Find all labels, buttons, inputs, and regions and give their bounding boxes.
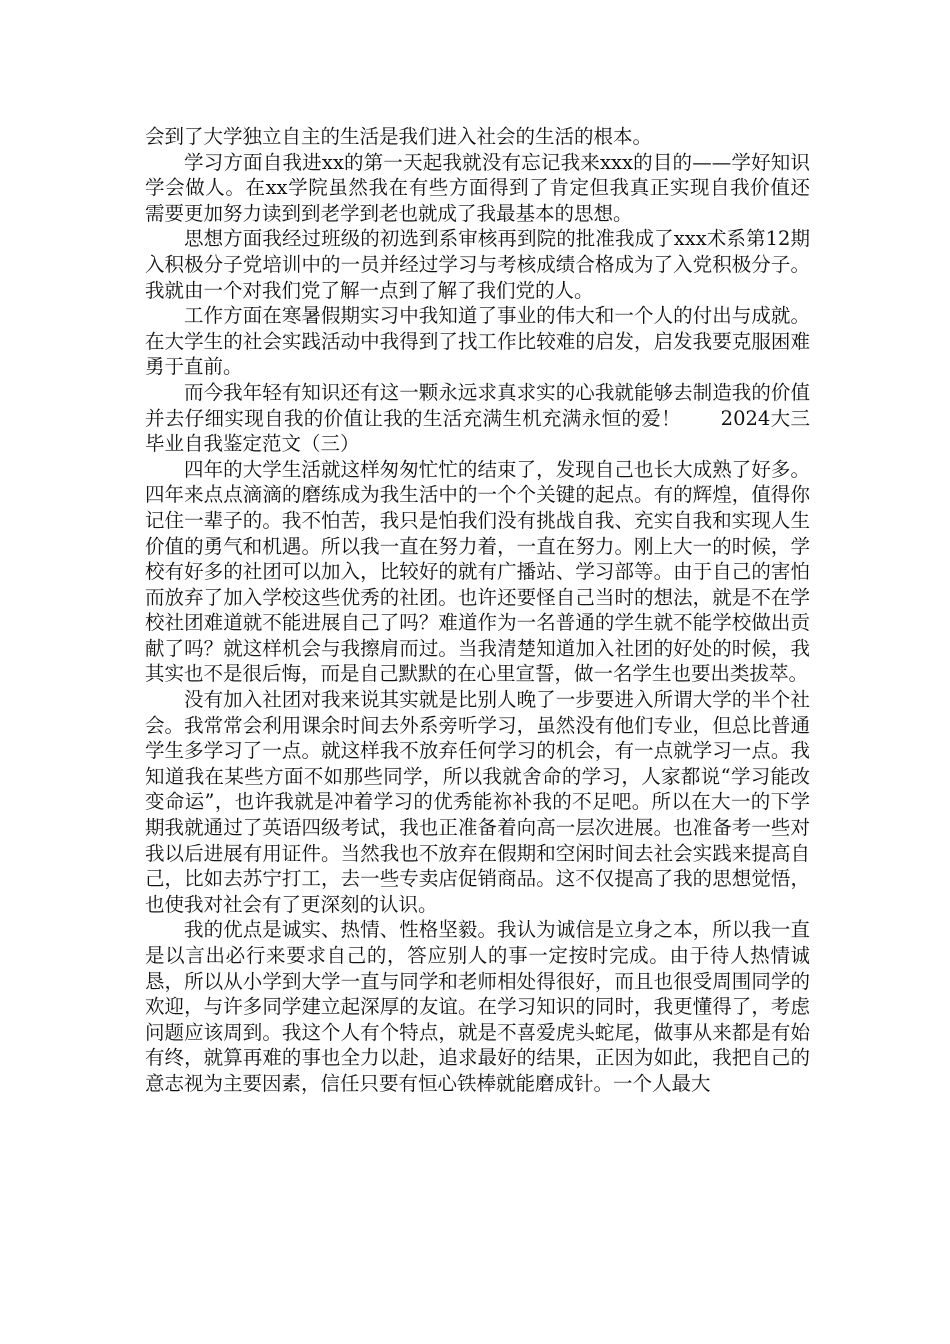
paragraph-3: 思想方面我经过班级的初选到系审核再到院的批准我成了xxx术系第12期入积极分子党培训中的一员并经过学习与考核成绩合格成为了入党积极分子。我就由一个对我们党了解一点到了解了我们党的人。 <box>145 227 810 302</box>
paragraph-4: 工作方面在寒暑假期实习中我知道了事业的伟大和一个人的付出与成就。在大学生的社会实践活动中我得到了找工作比较难的启发，启发我要克服困难勇于直前。 <box>145 304 810 379</box>
paragraph-2: 学习方面自我进xx的第一天起我就没有忘记我来xxx的目的——学好知识学会做人。在xx学院虽然我在有些方面得到了肯定但我真正实现自我价值还需要更加努力读到到老学到老也就成了我最基本的思想。 <box>145 150 810 225</box>
document-body <box>145 124 810 1097</box>
paragraph-6: 四年的大学生活就这样匆匆忙忙的结束了，发现自己也长大成熟了好多。四年来点点滴滴的磨练成为我生活中的一个个关键的起点。有的辉煌，值得你记住一辈子的。我不怕苦，我只是怕我们没有挑战自我、充实自我和实现人生价值的勇气和机遇。所以我一直在努力着，一直在努力。刚上大一的时候，学校有好多的社团可以加入，比较好的就有广播站、学习部等。由于自己的害怕而放弃了加入学校这些优秀的社团。也许还要怪自己当时的想法，就是不在学校社团难道就不能进展自己了吗？难道作为一名普通的学生就不能学校做出贡献了吗？就这样机会与我擦肩而过。当我清楚知道加入社团的好处的时候，我其实也不是很后悔，而是自己默默的在心里宣誓，做一名学生也要出类拔萃。 <box>145 457 810 686</box>
paragraph-1: 会到了大学独立自主的生活是我们进入社会的生活的根本。 <box>145 125 653 148</box>
paragraph-5: 而今我年轻有知识还有这一颗永远求真求实的心我就能够去制造我的价值并去仔细实现自我的价值让我的生活充满生机充满永恒的爱！ 2024大三毕业自我鉴定范文（三） <box>145 380 810 456</box>
paragraph-7: 没有加入社团对我来说其实就是比别人晚了一步要进入所谓大学的半个社会。我常常会利用课余时间去外系旁听学习，虽然没有他们专业，但总比普通学生多学习了一点。就这样我不放弃任何学习的机会，有一点就学习一点。我知道我在某些方面不如那些同学，所以我就舍命的学习，人家都说“学习能改变命运”，也许我就是冲着学习的优秀能祢补我的不足吧。所以在大一的下学期我就通过了英语四级考试，我也正准备着向高一层次进展。也准备考一些对我以后进展有用证件。当然我也不放弃在假期和空闲时间去社会实践来提高自己，比如去苏宁打工，去一些专卖店促销商品。这不仅提高了我的思想觉悟，也使我对社会有了更深刻的认识。 <box>145 688 810 916</box>
paragraph-8: 我的优点是诚实、热情、性格坚毅。我认为诚信是立身之本，所以我一直是以言出必行来要求自己的，答应别人的事一定按时完成。由于待人热情诚恳，所以从小学到大学一直与同学和老师相处得很好，而且也很受周围同学的欢迎，与许多同学建立起深厚的友谊。在学习知识的同时，我更懂得了，考虑问题应该周到。我这个人有个特点，就是不喜爱虎头蛇尾，做事从来都是有始有终，就算再难的事也全力以赴，追求最好的结果，正因为如此，我把自己的意志视为主要因素，信任只要有恒心铁棒就能磨成针。一个人最大 <box>145 918 810 1095</box>
